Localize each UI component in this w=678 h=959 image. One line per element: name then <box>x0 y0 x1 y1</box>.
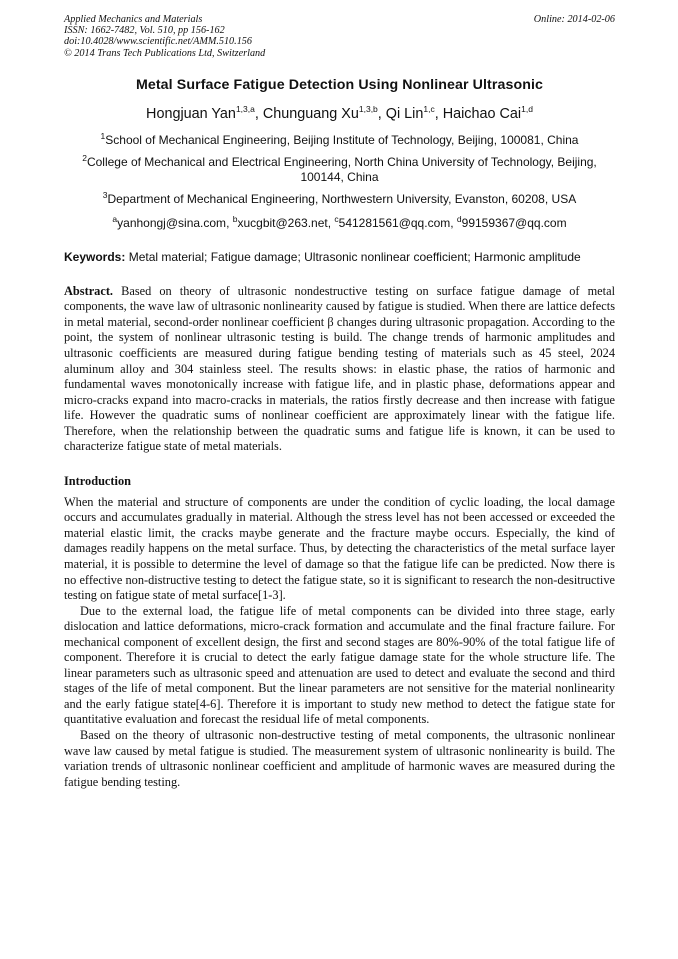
intro-paragraph-1: When the material and structure of components are under the condition of cyclic loading, the local damage occurs and accumulates gradually in material. Although the stress level has not been accessed or exceeded the material elastic limit, the cracks maybe generate and the fracture maybe occurs. Especially, the kind of damages readily happens on the metal surface. Thus, by detecting the characteristics of the metal surface layer material, it is possible to determine the level of damage so that the fatigue life can be predicted. Now there is no effective non-distructive testing to detect the fatigue state, so it is significant to research the non-desitructive testing on fatigue state of metal surface[1-3]. <box>64 494 615 603</box>
journal-name: Applied Mechanics and Materials <box>64 14 203 25</box>
affiliation-2: $^2$College of Mechanical and Electrical Engineering, North China University of Technology, Beijing, 100144, China <box>82 153 597 184</box>
copyright-line: © 2014 Trans Tech Publications Ltd, Switzerland <box>64 47 266 59</box>
email[interactable]: $^b$xucgbit@263.net <box>232 213 328 230</box>
online-date: Online: 2014-02-06 <box>533 14 615 25</box>
abstract-text: Based on theory of ultrasonic nondestructive testing on surface fatigue damage of metal components, the wave law of ultrasonic nonlinearity caused by fatigue is studied. When there are lattice defects in metal material, second-order nonlinear coefficient β changes during ultrasonic propagation. According to the point, the system of nonlinear ultrasonic testing is build. The change trends of harmonic amplitudes and ultrasonic coefficients are measured during fatigue bending testing of materials such as 45 steel, 2024 aluminum alloy and 304 stainless steel. The results shows: in elastic phase, the ratios of harmonic and fundamental waves monotonically increase with fatigue life, and in plastic phase, deformations appear and micro-cracks expand into macro-cracks in materials, the ratios firstly decrease and then increase with fatigue life. However the quadratic sums of nonlinear coefficient are approximately linear with the fatigue life. Therefore, when the relationship between the quadratic sums and fatigue life is known, it can be used to characterize fatigue state of metal materials. <box>64 283 616 454</box>
affiliation-1: $^1$School of Mechanical Engineering, Beijing Institute of Technology, Beijing, 100081, China <box>100 130 579 147</box>
abstract-label: Abstract. <box>64 283 114 298</box>
author: Haichao Cai$^{1,d}$ <box>442 104 533 122</box>
intro-paragraph-3: Based on the theory of ultrasonic non-destructive testing of metal components, the ultrasonic nonlinear wave law caused by metal fatigue is studied. The measurement system of ultrasonic nonlinearity is build. The variation trends of ultrasonic nonlinear coefficient and amplitude of harmonic waves are measured during the fatigue bending testing. <box>64 728 615 789</box>
paper-title: Metal Surface Fatigue Detection Using Nonlinear Ultrasonic <box>135 76 544 93</box>
email[interactable]: $^a$yanhongj@sina.com <box>112 213 227 230</box>
email[interactable]: $^d$99159367@qq.com <box>456 213 567 230</box>
email[interactable]: $^c$541281561@qq.com <box>334 213 451 230</box>
journal-header <box>64 14 615 59</box>
affiliation-3: $^3$Department of Mechanical Engineering, Northwestern University, Evanston, 60208, USA <box>102 190 577 207</box>
issn-line: ISSN: 1662-7482, Vol. 510, pp 156-162 <box>64 25 225 37</box>
email-list: $^a$yanhongj@sina.com, $^b$xucgbit@263.net, $^c$541281561@qq.com, $^d$99159367@qq.com <box>112 213 567 230</box>
keywords <box>64 250 615 264</box>
author: Hongjuan Yan$^{1,3,a}$, <box>146 104 263 122</box>
author: Chunguang Xu$^{1,3,b}$, <box>262 104 386 122</box>
keywords-label: Keywords: <box>64 249 126 264</box>
keywords-text: Metal material; Fatigue damage; Ultrasonic nonlinear coefficient; Harmonic amplitude <box>128 249 581 264</box>
intro-paragraph-2: Due to the external load, the fatigue life of metal components can be divided into three stage, early dislocation and lattice deformations, micro-crack formation and accumulate and the final fracture failure. For mechanical component of excellent design, the first and second stages are 80%-90% of the total fatigue life of component. Therefore it is crucial to detect the early fatigue damage state for the whole structure life. The linear parameters such as ultrasonic speed and attenuation are used to detect and evaluate the second and third stages of the life of metal component. But the linear parameters are not sensitive for the material nonlinearity and the early fatigue state[4-6]. Therefore it is important to study new method to detect the fatigue state for quantitative evaluation and forecast the residual life of metal components. <box>64 603 615 727</box>
section-heading-introduction: Introduction <box>64 473 131 488</box>
abstract <box>64 284 615 455</box>
doi-line: doi:10.4028/www.scientific.net/AMM.510.156 <box>64 36 252 48</box>
author: Qi Lin$^{1,c}$, <box>385 104 443 122</box>
author-list <box>64 106 615 122</box>
